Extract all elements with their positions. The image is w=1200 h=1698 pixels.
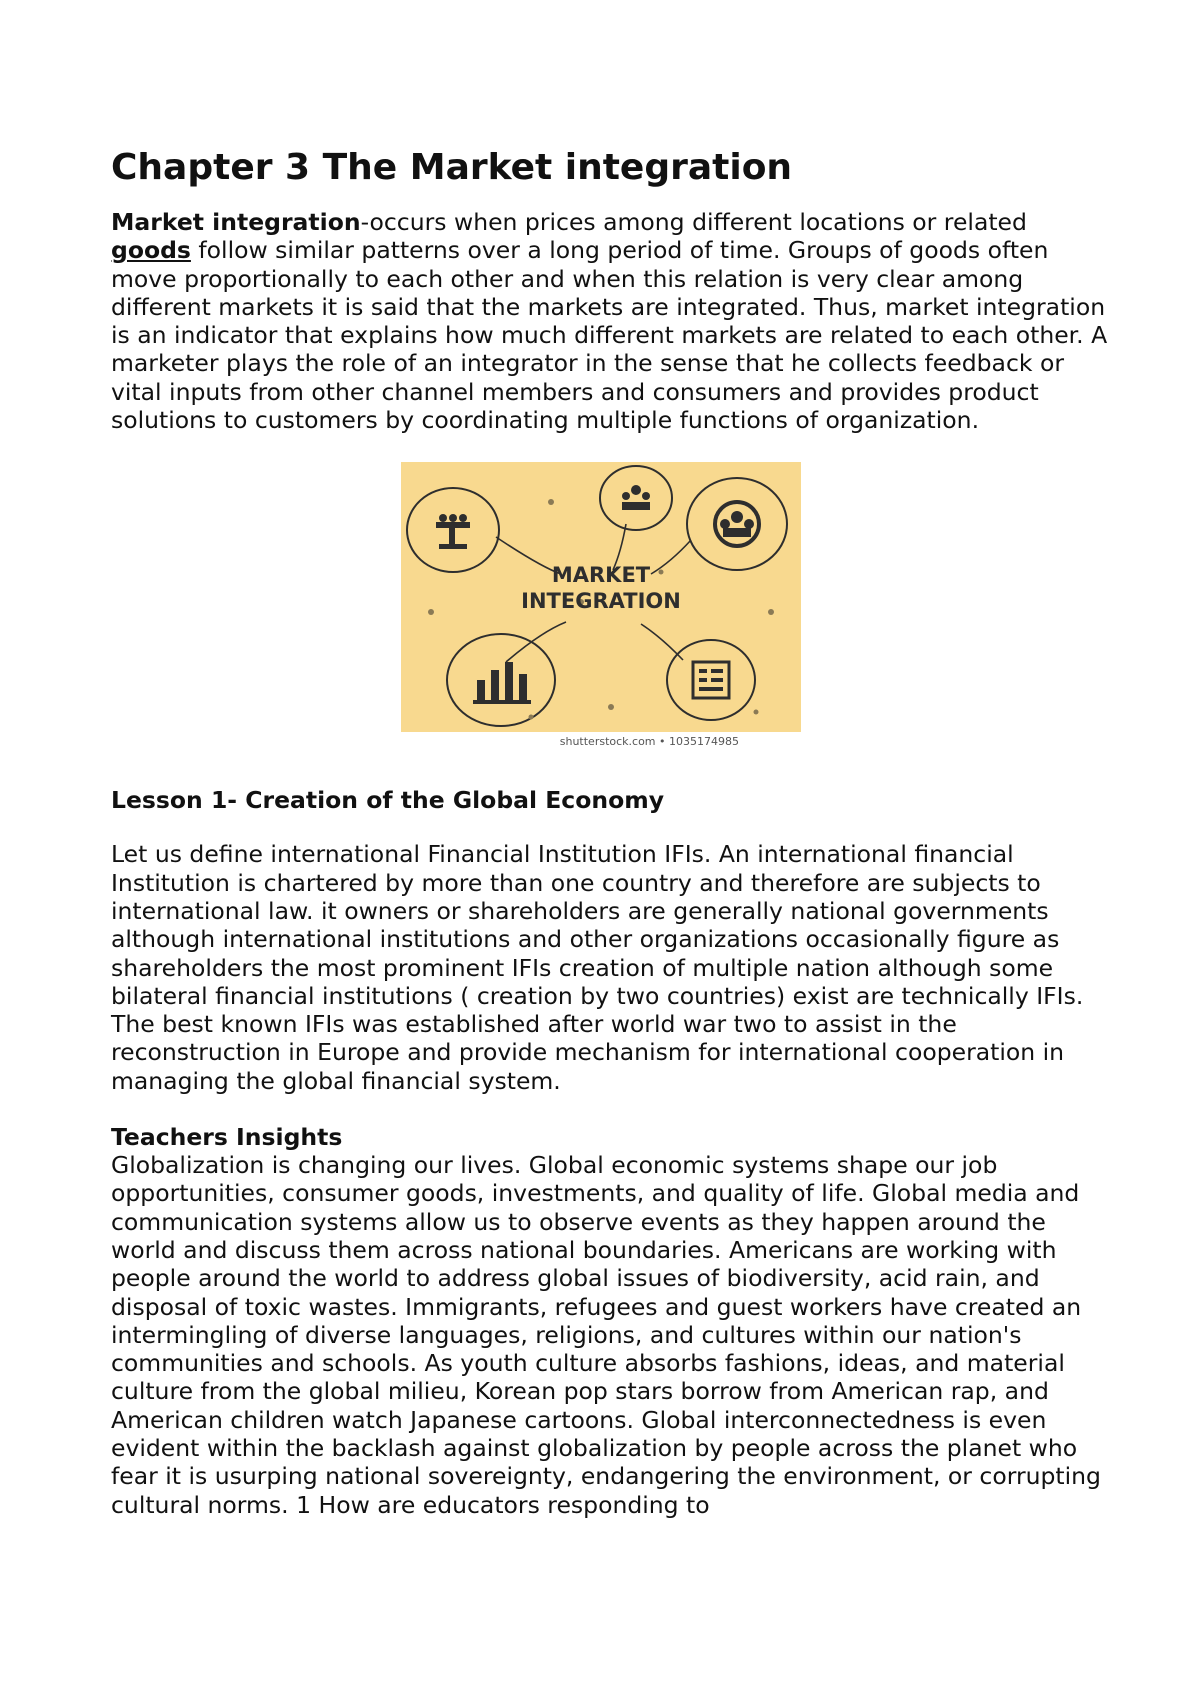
tools-icon — [439, 514, 447, 522]
decor-dot — [754, 710, 759, 715]
insights-paragraph: Globalization is changing our lives. Global economic systems shape our job opportunities, consumer goods, investments, and quality of life. Global media and communication systems allow us to observe events as they happen around the world and discuss them across national boundaries. Americans are working with people around the world to address global issues of biodiversity, acid rain, and disposal of toxic wastes. Immigrants, refugees and guest workers have created an intermingling of diverse languages, religions, and cultures within our nation's communities and schools. As youth culture absorbs fashions, ideas, and material culture from the global milieu, Korean pop stars borrow from American rap, and American children watch Japanese cartoons. Global interconnectedness is even evident within the backlash against globalization by people across the planet who fear it is usurping national sovereignty, endangering the environment, or corrupting cultural norms. 1 How are educators responding to — [111, 1151, 1101, 1519]
report-icon — [699, 669, 707, 673]
goods-link[interactable]: goods — [111, 236, 191, 265]
report-icon — [699, 678, 707, 682]
team-icon — [720, 519, 730, 529]
people-icon — [622, 492, 630, 500]
team-icon — [744, 519, 754, 529]
people-icon — [631, 485, 641, 495]
figure-credit: shutterstock.com • 1035174985 — [559, 735, 739, 749]
decor-dot — [659, 570, 664, 575]
lesson-paragraph: Let us define international Financial Institution IFIs. An international financial Institution is chartered by more than one country and therefore are subjects to international law. it owners or shareholders are generally national governments although international institutions and other organizations occasionally figure as shareholders the most prominent IFIs creation of multiple nation although some bilateral financial institutions ( creation by two countries) exist are technically IFIs. The best known IFIs was established after world war two to assist in the reconstruction in Europe and provide mechanism for international cooperation in managing the global financial system. — [111, 840, 1084, 1095]
document-content — [111, 146, 1111, 1519]
growth-icon — [519, 674, 527, 700]
intro-term: Market integration — [111, 208, 361, 236]
team-icon — [731, 511, 743, 523]
market-integration-illustration — [401, 462, 801, 732]
growth-icon — [491, 670, 499, 700]
tools-icon — [436, 522, 470, 528]
intro-paragraph — [111, 208, 1111, 434]
chapter-title: Chapter 3 The Market integration — [111, 147, 793, 188]
report-icon — [711, 669, 723, 673]
figure-title-line2: INTEGRATION — [521, 589, 681, 614]
intro-text-a: -occurs when prices among different locations or related — [360, 208, 1027, 236]
intro-text-b: follow similar patterns over a long period of time. Groups of goods often move proportionally to each other and when this relation is very clear among different markets it is said that the markets are integrated. Thus, market integration is an indicator that explains how much different markets are related to each other. A marketer plays the role of an integrator in the sense that he collects feedback or vital inputs from other channel members and consumers and provides product solutions to customers by coordinating multiple functions of organization. — [111, 236, 1108, 435]
team-icon — [723, 528, 751, 537]
growth-icon — [477, 680, 485, 700]
tools-icon — [449, 514, 457, 522]
report-icon — [711, 678, 723, 682]
people-icon — [642, 492, 650, 500]
growth-icon — [473, 700, 531, 704]
decor-dot — [768, 609, 774, 615]
decor-dot — [608, 704, 614, 710]
people-icon — [622, 502, 650, 510]
tools-icon — [439, 544, 467, 549]
figure-title-line1: MARKET — [551, 563, 651, 588]
report-icon — [699, 687, 723, 691]
decor-dot — [529, 715, 534, 720]
market-integration-figure — [401, 462, 801, 748]
lesson-heading: Lesson 1- Creation of the Global Economy — [111, 786, 665, 815]
decor-dot — [548, 499, 554, 505]
growth-icon — [505, 662, 513, 700]
insights-heading: Teachers Insights — [111, 1123, 343, 1152]
tools-icon — [459, 514, 467, 522]
tools-icon — [449, 528, 455, 544]
decor-dot — [428, 609, 434, 615]
